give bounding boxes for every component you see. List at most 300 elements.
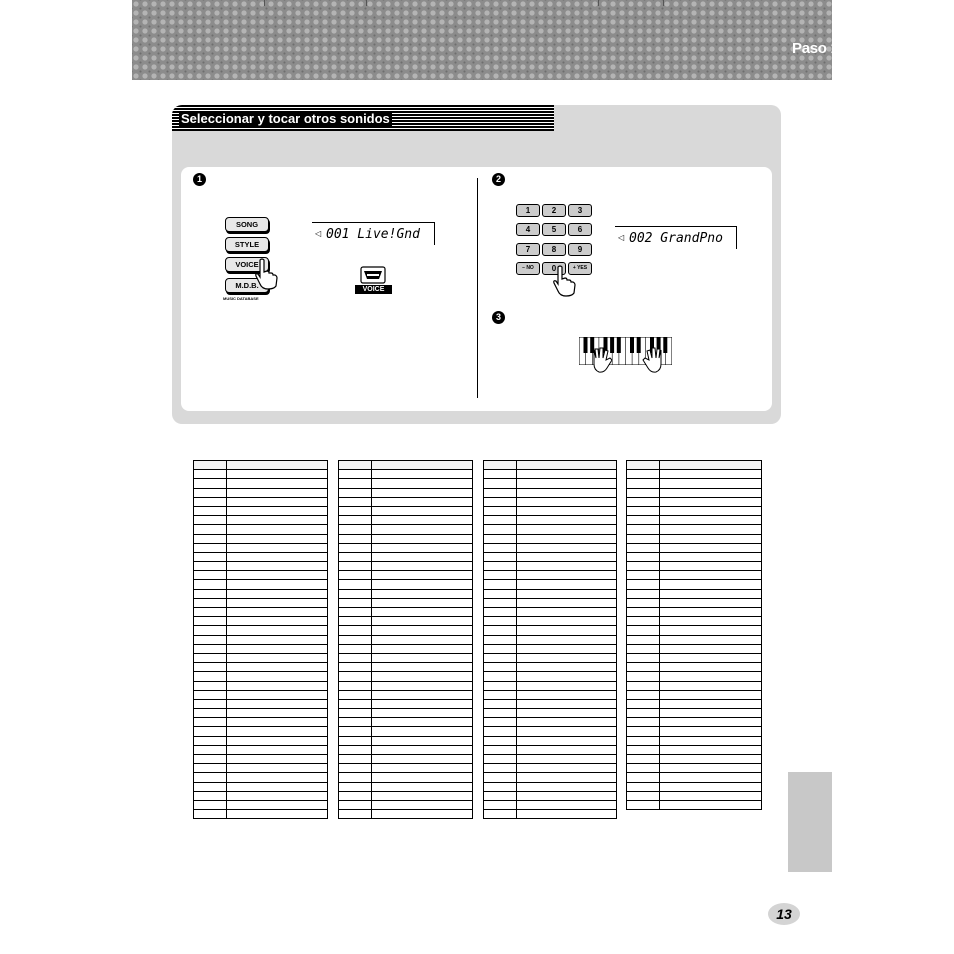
table-cell	[227, 552, 328, 561]
table-row	[194, 745, 328, 754]
table-cell	[227, 663, 328, 672]
table-row	[627, 800, 762, 809]
table-cell	[339, 773, 372, 782]
table-cell	[339, 571, 372, 580]
table-cell	[194, 800, 227, 809]
table-cell	[627, 764, 660, 773]
table-cell	[194, 681, 227, 690]
table-row	[194, 663, 328, 672]
num-key-2[interactable]: 2	[542, 204, 566, 217]
table-row	[339, 773, 473, 782]
table-cell	[194, 653, 227, 662]
table-cell	[339, 635, 372, 644]
hand-pointer-icon	[254, 258, 278, 290]
table-cell	[227, 699, 328, 708]
song-button[interactable]: SONG	[225, 217, 269, 232]
table-row	[627, 506, 762, 515]
num-key-5[interactable]: 5	[542, 223, 566, 236]
voice-button[interactable]: VOICE	[225, 257, 269, 272]
table-cell	[484, 626, 517, 635]
table-cell	[194, 516, 227, 525]
table-cell	[339, 543, 372, 552]
table-cell	[517, 690, 617, 699]
table-cell	[194, 580, 227, 589]
num-key-8[interactable]: 8	[542, 243, 566, 256]
table-row	[339, 506, 473, 515]
table-row	[484, 736, 617, 745]
num-key-no[interactable]: – NO	[516, 262, 540, 275]
table-cell	[372, 764, 473, 773]
table-row	[339, 690, 473, 699]
table-cell	[194, 782, 227, 791]
table-cell	[517, 755, 617, 764]
keyboard-icon	[355, 265, 392, 287]
num-key-1[interactable]: 1	[516, 204, 540, 217]
table-cell	[227, 644, 328, 653]
table-row	[194, 479, 328, 488]
table-cell	[484, 497, 517, 506]
table-cell	[517, 562, 617, 571]
table-cell	[227, 672, 328, 681]
table-cell	[660, 718, 762, 727]
table-cell	[517, 681, 617, 690]
table-cell	[372, 580, 473, 589]
table-cell	[227, 800, 328, 809]
table-cell	[660, 663, 762, 672]
header-tick	[598, 0, 599, 6]
table-cell	[660, 534, 762, 543]
table-row	[339, 644, 473, 653]
table-cell	[227, 571, 328, 580]
table-cell	[339, 718, 372, 727]
table-cell	[517, 653, 617, 662]
header-band	[132, 0, 832, 80]
table-cell	[227, 782, 328, 791]
table-cell	[227, 718, 328, 727]
table-row	[194, 791, 328, 800]
table-row	[339, 543, 473, 552]
table-row	[339, 800, 473, 809]
table-cell	[339, 644, 372, 653]
table-cell	[227, 470, 328, 479]
table-cell	[372, 745, 473, 754]
num-key-6[interactable]: 6	[568, 223, 592, 236]
table-row	[627, 755, 762, 764]
table-cell	[484, 718, 517, 727]
table-cell	[660, 800, 762, 809]
table-cell	[660, 764, 762, 773]
table-row	[484, 672, 617, 681]
table-cell	[227, 525, 328, 534]
table-row	[627, 736, 762, 745]
table-cell	[660, 709, 762, 718]
table-cell	[660, 571, 762, 580]
step-2-badge: 2	[492, 173, 505, 186]
table-row	[339, 488, 473, 497]
table-cell	[627, 506, 660, 515]
table-row	[339, 681, 473, 690]
table-cell	[627, 552, 660, 561]
table-row	[194, 543, 328, 552]
table-cell	[627, 663, 660, 672]
table-cell	[627, 516, 660, 525]
mdb-button[interactable]: M.D.B.	[225, 278, 269, 293]
table-row	[627, 773, 762, 782]
table-row	[627, 617, 762, 626]
table-cell	[372, 699, 473, 708]
table-cell	[372, 626, 473, 635]
table-cell	[339, 672, 372, 681]
table-cell	[484, 782, 517, 791]
table-row	[194, 644, 328, 653]
table-row	[339, 571, 473, 580]
table-cell	[339, 791, 372, 800]
table-row	[484, 727, 617, 736]
table-cell	[517, 800, 617, 809]
table-row	[194, 709, 328, 718]
table-row	[484, 782, 617, 791]
table-row	[484, 497, 617, 506]
table-row	[339, 598, 473, 607]
table-row	[194, 635, 328, 644]
table-cell	[660, 699, 762, 708]
table-cell	[484, 617, 517, 626]
table-cell	[627, 534, 660, 543]
lcd-display-2	[615, 226, 737, 249]
table-cell	[484, 598, 517, 607]
table-row	[194, 552, 328, 561]
table-row	[194, 516, 328, 525]
table-row	[627, 488, 762, 497]
table-cell	[627, 608, 660, 617]
table-cell	[627, 598, 660, 607]
table-cell	[484, 543, 517, 552]
table-cell	[484, 709, 517, 718]
table-cell	[484, 745, 517, 754]
table-cell	[339, 516, 372, 525]
table-row	[484, 562, 617, 571]
num-key-3[interactable]: 3	[568, 204, 592, 217]
num-key-4[interactable]: 4	[516, 223, 540, 236]
table-row	[627, 663, 762, 672]
table-cell	[194, 718, 227, 727]
num-key-9[interactable]: 9	[568, 243, 592, 256]
table-row	[484, 543, 617, 552]
table-cell	[660, 745, 762, 754]
mdb-sublabel: MUSIC DATABASE	[223, 296, 259, 301]
table-row	[484, 699, 617, 708]
table-cell	[372, 782, 473, 791]
table-cell	[227, 755, 328, 764]
table-cell	[372, 800, 473, 809]
table-cell	[339, 598, 372, 607]
table-cell	[627, 635, 660, 644]
table-cell	[660, 552, 762, 561]
table-cell	[627, 755, 660, 764]
table-row	[194, 497, 328, 506]
table-cell	[517, 506, 617, 515]
table-cell	[227, 461, 328, 470]
table-cell	[517, 663, 617, 672]
table-cell	[227, 516, 328, 525]
table-cell	[484, 461, 517, 470]
table-cell	[517, 736, 617, 745]
table-cell	[517, 525, 617, 534]
table-cell	[660, 653, 762, 662]
table-row	[194, 782, 328, 791]
table-row	[339, 608, 473, 617]
table-row	[194, 672, 328, 681]
table-cell	[484, 699, 517, 708]
table-cell	[227, 736, 328, 745]
table-row	[194, 525, 328, 534]
table-cell	[660, 791, 762, 800]
num-key-yes[interactable]: + YES	[568, 262, 592, 275]
table-cell	[517, 470, 617, 479]
table-cell	[227, 488, 328, 497]
table-cell	[660, 782, 762, 791]
table-cell	[627, 672, 660, 681]
table-cell	[194, 764, 227, 773]
table-cell	[372, 506, 473, 515]
table-cell	[660, 479, 762, 488]
table-cell	[517, 699, 617, 708]
table-cell	[627, 488, 660, 497]
table-cell	[627, 580, 660, 589]
table-cell	[194, 470, 227, 479]
table-row	[339, 580, 473, 589]
voice-table-body	[339, 461, 473, 819]
table-row	[484, 534, 617, 543]
table-cell	[194, 690, 227, 699]
table-cell	[227, 690, 328, 699]
table-cell	[339, 745, 372, 754]
header-tick	[366, 0, 367, 6]
table-cell	[339, 782, 372, 791]
lcd-marker-icon: ◁	[315, 229, 322, 238]
table-row	[194, 727, 328, 736]
table-cell	[517, 571, 617, 580]
table-cell	[627, 479, 660, 488]
table-row	[339, 534, 473, 543]
header-title: Paso 1 Voces	[791, 40, 884, 57]
table-row	[484, 681, 617, 690]
table-row	[339, 709, 473, 718]
table-cell	[372, 562, 473, 571]
table-cell	[660, 543, 762, 552]
table-cell	[627, 718, 660, 727]
table-header-row	[484, 461, 617, 470]
table-cell	[627, 736, 660, 745]
table-cell	[339, 755, 372, 764]
table-cell	[484, 534, 517, 543]
table-cell	[660, 562, 762, 571]
table-row	[627, 525, 762, 534]
table-cell	[627, 497, 660, 506]
table-row	[484, 690, 617, 699]
table-cell	[227, 580, 328, 589]
table-cell	[660, 488, 762, 497]
table-cell	[484, 755, 517, 764]
table-cell	[660, 617, 762, 626]
table-row	[484, 617, 617, 626]
table-cell	[194, 506, 227, 515]
table-cell	[339, 727, 372, 736]
table-row	[194, 598, 328, 607]
table-cell	[372, 773, 473, 782]
step-1-badge: 1	[193, 173, 206, 186]
table-row	[339, 699, 473, 708]
table-cell	[372, 617, 473, 626]
style-button[interactable]: STYLE	[225, 237, 269, 252]
table-row	[339, 755, 473, 764]
table-cell	[227, 608, 328, 617]
voice-table-3	[483, 460, 617, 819]
table-cell	[194, 709, 227, 718]
table-cell	[372, 690, 473, 699]
table-cell	[339, 525, 372, 534]
table-cell	[517, 644, 617, 653]
table-cell	[339, 764, 372, 773]
table-cell	[660, 470, 762, 479]
table-cell	[194, 791, 227, 800]
table-row	[484, 488, 617, 497]
table-cell	[227, 626, 328, 635]
table-row	[627, 470, 762, 479]
table-cell	[227, 709, 328, 718]
table-cell	[194, 644, 227, 653]
table-cell	[339, 699, 372, 708]
table-cell	[227, 727, 328, 736]
voice-table-2	[338, 460, 473, 819]
num-key-7[interactable]: 7	[516, 243, 540, 256]
table-cell	[484, 663, 517, 672]
page-number: 13	[768, 903, 800, 925]
table-row	[194, 580, 328, 589]
table-cell	[372, 516, 473, 525]
table-cell	[660, 598, 762, 607]
table-cell	[372, 598, 473, 607]
table-cell	[372, 497, 473, 506]
table-cell	[339, 534, 372, 543]
table-cell	[627, 782, 660, 791]
table-row	[627, 690, 762, 699]
table-cell	[660, 755, 762, 764]
lcd-marker-icon: ◁	[618, 233, 625, 242]
table-cell	[194, 626, 227, 635]
table-cell	[484, 552, 517, 561]
table-row	[484, 571, 617, 580]
table-cell	[517, 635, 617, 644]
table-row	[339, 718, 473, 727]
table-cell	[194, 773, 227, 782]
table-cell	[194, 488, 227, 497]
table-cell	[372, 534, 473, 543]
table-cell	[484, 608, 517, 617]
table-cell	[517, 608, 617, 617]
table-row	[627, 626, 762, 635]
table-cell	[372, 608, 473, 617]
step-divider	[477, 178, 478, 398]
table-cell	[517, 589, 617, 598]
table-cell	[484, 800, 517, 809]
table-cell	[517, 617, 617, 626]
table-row	[627, 745, 762, 754]
table-row	[339, 497, 473, 506]
table-row	[627, 791, 762, 800]
table-cell	[660, 608, 762, 617]
table-cell	[194, 525, 227, 534]
voice-indicator-label: VOICE	[355, 285, 392, 294]
table-row	[627, 699, 762, 708]
table-row	[627, 589, 762, 598]
table-cell	[194, 589, 227, 598]
table-row	[627, 644, 762, 653]
table-cell	[372, 552, 473, 561]
table-row	[627, 727, 762, 736]
table-cell	[627, 562, 660, 571]
table-cell	[660, 644, 762, 653]
table-cell	[227, 681, 328, 690]
table-cell	[339, 479, 372, 488]
table-row	[194, 608, 328, 617]
table-cell	[194, 608, 227, 617]
table-cell	[194, 479, 227, 488]
table-cell	[484, 516, 517, 525]
table-cell	[339, 608, 372, 617]
table-cell	[517, 552, 617, 561]
table-cell	[194, 810, 227, 819]
table-cell	[372, 681, 473, 690]
table-cell	[484, 479, 517, 488]
num-key-0[interactable]: 0	[542, 262, 566, 275]
table-cell	[484, 589, 517, 598]
table-cell	[517, 479, 617, 488]
table-row	[627, 497, 762, 506]
table-cell	[227, 589, 328, 598]
table-row	[484, 525, 617, 534]
table-cell	[227, 506, 328, 515]
table-row	[194, 773, 328, 782]
table-cell	[660, 727, 762, 736]
table-row	[339, 782, 473, 791]
table-cell	[372, 653, 473, 662]
table-cell	[517, 543, 617, 552]
header-tick	[264, 0, 265, 6]
table-cell	[339, 580, 372, 589]
table-cell	[339, 617, 372, 626]
hands-icon	[639, 346, 665, 374]
table-cell	[194, 562, 227, 571]
table-row	[339, 617, 473, 626]
table-cell	[339, 552, 372, 561]
table-cell	[339, 681, 372, 690]
table-cell	[194, 755, 227, 764]
table-cell	[627, 709, 660, 718]
table-cell	[372, 488, 473, 497]
section-title: Seleccionar y tocar otros sonidos	[181, 111, 390, 126]
table-cell	[484, 635, 517, 644]
table-cell	[194, 745, 227, 754]
table-cell	[227, 562, 328, 571]
table-row	[484, 644, 617, 653]
table-row	[194, 488, 328, 497]
table-cell	[627, 543, 660, 552]
table-cell	[660, 773, 762, 782]
table-cell	[627, 690, 660, 699]
table-row	[339, 552, 473, 561]
table-cell	[339, 663, 372, 672]
